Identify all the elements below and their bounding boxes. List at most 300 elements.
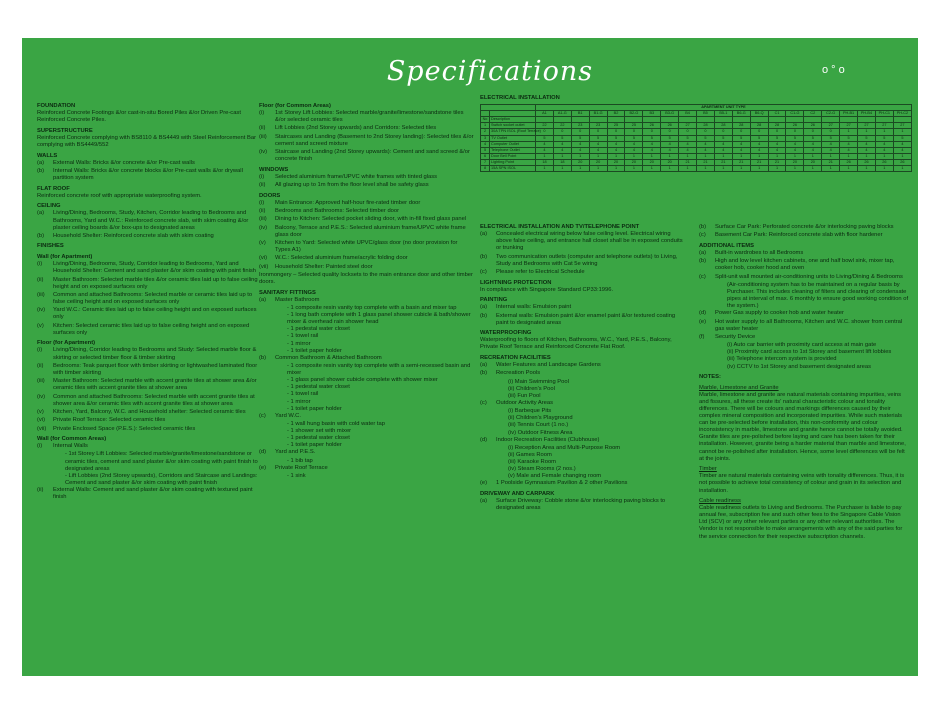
item-text: Please refer to Electrical Schedule [496, 268, 585, 275]
electrical-heading: ELECTRICAL INSTALLATION [480, 95, 560, 101]
spec-item [259, 216, 474, 223]
table-cell: 4 [553, 141, 571, 147]
table-cell: 4 [822, 141, 840, 147]
table-cell: 1 [786, 166, 804, 172]
table-cell: 4 [553, 147, 571, 153]
spec-item [699, 334, 909, 341]
spec-item [699, 258, 909, 272]
table-cell: 5 [553, 135, 571, 141]
item-text: Staircase and Landing (2nd Storey upwards): Cement and sand screed &/or concrete finish [275, 149, 470, 163]
table-header: C1-G [786, 111, 804, 117]
spec-item [37, 233, 259, 240]
spec-item [259, 110, 474, 124]
sub-item: - 1 sink [287, 473, 306, 479]
item-marker: (iii) [37, 291, 45, 298]
table-cell: 4 [750, 141, 768, 147]
item-text: Private Roof Terrace [275, 464, 328, 471]
table-cell: 18 [553, 159, 571, 165]
table-cell: 28 [714, 123, 732, 129]
spec-item [37, 409, 259, 416]
item-marker: (ii) [37, 486, 44, 493]
item-text: Bedrooms and Bathrooms: Selected timber door [275, 208, 400, 215]
spec-item [37, 277, 259, 291]
table-cell: 5 [732, 135, 750, 141]
table-header: B2-G [625, 111, 643, 117]
table-cell: 4 [589, 141, 607, 147]
table-cell: 4 [822, 147, 840, 153]
table-cell: 5 [589, 135, 607, 141]
table-cell: 4 [536, 141, 554, 147]
table-cell: 1 [643, 153, 661, 159]
spec-item [699, 232, 909, 239]
sub-item: (iv) CCTV to 1st Storey and basement designated areas [727, 363, 872, 370]
table-cell: 1 [661, 166, 679, 172]
paragraph: Timber are natural materials containing veins with tonality differences. Thus, it is not possible to achieve total consistency of colour and grain in its selection and installation. [699, 473, 905, 494]
column-1 [37, 103, 259, 502]
table-cell: 1 [571, 153, 589, 159]
spec-item [37, 417, 259, 424]
table-cell: 21 [679, 159, 697, 165]
table-cell: 1 [822, 153, 840, 159]
table-cell: 1 [893, 166, 911, 172]
spec-item [259, 200, 474, 207]
table-cell: 28 [732, 123, 750, 129]
item-marker: (d) [480, 436, 488, 443]
item-text: Internal Walls: Bricks &/or concrete blocks &/or Pre-cast walls &/or drywall partition system [53, 167, 243, 182]
item-text: Water Features and Landscape Gardens [496, 362, 601, 369]
item-text: Yard W.C.: Ceramic tiles laid up to false ceiling height and on exposed surfaces only [53, 307, 257, 321]
spec-item [259, 264, 474, 271]
item-marker: (b) [480, 253, 488, 260]
item-marker: (a) [480, 231, 488, 238]
table-cell: 5 [625, 135, 643, 141]
sub-item: - 1 towel rail [287, 333, 319, 340]
spec-item [37, 426, 259, 433]
item-marker: (i) [37, 261, 43, 268]
table-cell: 4 [643, 147, 661, 153]
item-text: Household Shelter: Painted steel door [275, 263, 373, 270]
sub-item: - 1 long bath complete with 1 glass panel shower cubicle & bath/shower mixer & overhead rain shower head [287, 312, 471, 326]
item-text: Indoor Recreation Facilities (Clubhouse) [496, 436, 600, 443]
table-cell: 1 [607, 166, 625, 172]
section-heading: ELECTRICAL INSTALLATION AND TV/TELEPHONE POINT [480, 224, 640, 230]
sub-item: (iv) Steam Rooms (2 nos.) [508, 466, 576, 473]
sub-item: - 1 glass panel shower cubicle complete with shower mixer [287, 377, 438, 384]
table-cell: 25 [625, 123, 643, 129]
item-text: Kitchen: Selected ceramic tiles laid up to false ceiling height and on exposed surfaces only [53, 322, 250, 336]
spec-item [699, 274, 909, 281]
sub-item: (Air-conditioning system has to be maintained on a regular basis by Purchaser. This includes cleaning of filters and clearing of condensate pipes at interval of max. 6 monthly to ensure good working condition of the system.) [727, 281, 909, 310]
spec-item [37, 347, 259, 361]
item-text: External walls: Emulsion paint &/or enamel paint &/or textured coating paint to designated areas [496, 312, 676, 326]
section-heading: WATERPROOFING [480, 330, 532, 337]
table-cell: 0 [536, 129, 554, 135]
item-marker: (ii) [259, 182, 266, 189]
table-cell: 22 [553, 123, 571, 129]
table-cell: 0 [750, 129, 768, 135]
paragraph: Marble, limestone and granite are natural materials containing impurities, veins and fissures, all these create its' natural characteristic colour and tonality differences. There will be colours and markings differences caused by their complex mineral composition and incorporated impurities. While such materials can be pre-selected before installation, this non-conformity and colour inconsistency in marble, limestone and granite hence cannot be totally avoided. Granite tiles are pre-polished before laying and care has been taken for their installation. However, granite being a harder material than marble and limestone, cannot be re-polished after installation. Hence, some level differences will be felt at the joints. [699, 391, 906, 462]
item-marker: (c) [699, 273, 706, 280]
table-cell: 28 [768, 123, 786, 129]
table-cell: 5 [804, 135, 822, 141]
spec-item [37, 160, 259, 167]
item-marker: (a) [259, 296, 267, 303]
spec-item [480, 269, 688, 276]
table-cell: 1 [536, 166, 554, 172]
table-cell: 4 [571, 147, 589, 153]
sub-item: (v) Male and Female changing room [508, 473, 602, 480]
sub-item: (ii) Games Room [508, 452, 552, 459]
item-marker: (v) [259, 240, 266, 247]
table-cell: 1 [625, 153, 643, 159]
table-cell: 4 [732, 147, 750, 153]
spec-item [37, 487, 259, 501]
table-cell: 0 [589, 129, 607, 135]
item-marker: (d) [259, 449, 267, 456]
table-cell: 26 [840, 159, 858, 165]
item-text: Bedrooms: Teak parquet floor with timber skirting or lightwashed laminated floor with timber skirting [53, 362, 258, 376]
table-cell: 27 [840, 123, 858, 129]
table-cell: 26 [893, 159, 911, 165]
table-cell: 20 [625, 159, 643, 165]
table-cell: 4 [714, 141, 732, 147]
item-marker: (iii) [259, 216, 267, 223]
item-marker: (iv) [259, 149, 268, 156]
sub-item: (iii) Telephone intercom system is provided [727, 356, 837, 363]
column-2 [259, 103, 474, 480]
table-cell: 4 [679, 141, 697, 147]
table-cell: 4 [768, 147, 786, 153]
item-text: Living/Dining, Bedrooms, Study, Kitchen, Corridor leading to Bedrooms and Bathrooms, Yard and W.C.: Reinforced concrete slab, with skim coating &/or plaster ceiling boards &/or box-ups to designated areas [53, 210, 249, 231]
table-cell: 26 [786, 123, 804, 129]
item-marker: (c) [259, 412, 266, 419]
spec-item [259, 413, 474, 420]
item-text: Common Bathroom & Attached Bathroom [275, 354, 382, 361]
item-marker: (i) [259, 173, 265, 180]
table-cell: 1 [858, 166, 876, 172]
spec-item [37, 443, 259, 450]
table-cell: 1 [750, 166, 768, 172]
table-cell: 4 [858, 141, 876, 147]
table-header: PH-B1 [840, 111, 858, 117]
table-cell: 4 [893, 141, 911, 147]
section-heading: FINISHES [37, 243, 64, 250]
item-text: Master Bathroom: Selected marble tiles &/or ceramic tiles laid up to false ceiling height and on exposed surfaces only [53, 276, 258, 290]
section-heading: SUPERSTRUCTURE [37, 127, 93, 134]
table-cell: 0 [661, 129, 679, 135]
table-cell: 5 [768, 135, 786, 141]
table-cell: 21 [750, 159, 768, 165]
item-marker: (i) [259, 110, 265, 117]
table-cell: 1 [840, 129, 858, 135]
sub-item: (ii) Proximity card access to 1st Storey and basement lift lobbies [727, 349, 892, 356]
table-cell: 4 [875, 141, 893, 147]
spec-item [259, 149, 474, 163]
sub-item: (iv) Outdoor Fitness Area [508, 429, 573, 436]
spec-item [37, 307, 259, 321]
item-text: Household Shelter: Reinforced concrete slab with skim coating [53, 232, 214, 239]
item-text: Master Bathroom [275, 296, 320, 303]
item-text: External Walls: Bricks &/or concrete &/or Pre-cast walls [53, 159, 195, 166]
item-marker: (v) [37, 408, 44, 415]
item-text: Living/Dining, Corridor leading to Bedrooms and Study: Selected marble floor & skirting or selected timber floor & timber skirting [53, 347, 257, 361]
item-marker: (vii) [259, 263, 269, 270]
item-marker: (a) [37, 210, 45, 217]
table-cell: 4 [625, 141, 643, 147]
table-cell: 26 [643, 123, 661, 129]
section-heading: WALLS [37, 152, 58, 159]
item-marker: (a) [699, 249, 707, 256]
section-heading: Floor (for Common Areas) [259, 103, 331, 109]
table-cell: 5 [822, 135, 840, 141]
table-cell: 23 [571, 123, 589, 129]
item-marker: (a) [480, 362, 488, 369]
table-cell: Lighting Point [490, 159, 536, 165]
section-heading: RECREATION FACILITIES [480, 355, 551, 362]
section-heading: Wall (for Apartment) [37, 254, 93, 261]
spec-item [480, 437, 688, 444]
paragraph: In compliance with Singapore Standard CP33:1996. [480, 286, 614, 293]
table-cell: 5 [643, 135, 661, 141]
item-text: Hot water supply to all Bathrooms, Kitchen and W.C. shower from central gas water heater [715, 318, 903, 332]
item-marker: (ii) [259, 208, 266, 215]
item-text: Master Bathroom: Selected marble with accent granite tiles at shower area &/or ceramic tiles with accent granite tiles at shower area [53, 378, 257, 392]
table-cell: 5 [714, 135, 732, 141]
spec-item [259, 240, 474, 254]
table-cell: 0 [571, 129, 589, 135]
table-cell: 28 [750, 123, 768, 129]
sub-item: - Lift Lobbies (2nd Storey upwards), Corridors and Staircase and Landings: Cement and sand plaster &/or skim coating with paint finish [65, 472, 258, 486]
paragraph: Ironmongery – Selected quality locksets to the main entrance door and other timber doors. [259, 272, 473, 286]
table-header: PH-C1 [875, 111, 893, 117]
item-text: Outdoor Activity Areas [496, 400, 554, 406]
item-text: Surface Driveway: Cobble stone &/or interlocking paving blocks to designated areas [496, 498, 666, 512]
electrical-table [480, 104, 912, 172]
table-cell: 1 [536, 153, 554, 159]
table-header: C1 [768, 111, 786, 117]
item-marker: (ii) [37, 362, 44, 369]
table-cell: 1 [840, 166, 858, 172]
item-text: Staircases and Landing (Basement to 2nd Storey landing): Selected tiles &/or cement sand screed mixture [275, 133, 474, 147]
table-cell: 1 [804, 153, 822, 159]
table-header: B5 [697, 111, 715, 117]
section-heading: SANITARY FITTINGS [259, 289, 316, 296]
item-text: Common and attached Bathrooms: Selected marble or ceramic tiles laid up to false ceiling height and on exposed surfaces only [53, 291, 253, 305]
item-text: Selected aluminium frame/UPVC white frames with tinted glass [275, 173, 438, 180]
table-cell: 4 [875, 147, 893, 153]
specifications-sheet [22, 38, 918, 676]
item-text: Power Gas supply to cooker hob and water heater [715, 310, 844, 317]
sub-item: - 1 pedestal water closet [287, 384, 350, 391]
note-heading: Cable readiness [699, 498, 741, 505]
item-marker: (b) [259, 354, 267, 361]
table-cell: 1 [714, 166, 732, 172]
table-cell: 4 [607, 141, 625, 147]
table-cell: Telephone Outlet [490, 147, 536, 153]
table-cell: 0 [768, 129, 786, 135]
table-cell: 4 [697, 147, 715, 153]
sub-item: - 1 composite resin vanity top complete with a semi-recessed basin and mixer [287, 363, 471, 377]
item-marker: (v) [37, 322, 44, 329]
table-cell: 4 [786, 141, 804, 147]
sub-item: (ii) Children's Pool [508, 385, 555, 392]
table-cell: 1 [822, 166, 840, 172]
table-cell: 1 [697, 166, 715, 172]
table-header: B1-G [589, 111, 607, 117]
item-marker: (e) [480, 480, 488, 487]
item-marker: (a) [480, 304, 488, 311]
table-cell: 26 [804, 123, 822, 129]
spec-item [37, 378, 259, 392]
table-cell: 21 [822, 159, 840, 165]
sub-item: - 1 wall hung basin with cold water tap [287, 420, 385, 427]
table-cell: 5 [536, 135, 554, 141]
table-cell: 4 [625, 147, 643, 153]
table-cell: 1 [893, 129, 911, 135]
spec-item [480, 362, 688, 369]
table-cell: 0 [607, 129, 625, 135]
sub-item: (i) Auto car barrier with proximity card access at main gate [727, 342, 877, 349]
section-heading: FOUNDATION [37, 103, 76, 109]
table-cell: 8 [481, 166, 490, 172]
table-cell: 0 [679, 129, 697, 135]
table-header: No [481, 117, 490, 123]
table-cell: 20 [804, 159, 822, 165]
spec-item [259, 225, 474, 239]
sub-item: (iii) Fun Pool [508, 392, 541, 399]
table-cell: 1 [732, 153, 750, 159]
table-cell: 4 [589, 147, 607, 153]
table-cell: 1 [481, 123, 490, 129]
spec-item [259, 465, 474, 472]
paragraph: Cable readiness outlets to Living and Bedrooms. The Purchaser is liable to pay annual fee, subscription fee and such other fees to the Singapore Cable Vision Ltd (SCV) or any other relevant parties or any other relevant authorities. The Vendor is not responsible to make arrangements with any of the said parties for the service connection for their respective subscription channels. [699, 505, 903, 540]
table-cell: 1 [768, 153, 786, 159]
table-cell: 0 [804, 129, 822, 135]
sub-item: (iii) Tennis Court (1 no.) [508, 422, 569, 429]
item-marker: (ii) [259, 125, 266, 132]
item-marker: (vi) [37, 417, 46, 424]
table-header: B5-1 [714, 111, 732, 117]
table-cell: 1 [768, 166, 786, 172]
item-marker: (b) [699, 224, 707, 230]
table-row [481, 166, 912, 172]
table-cell: 22 [536, 123, 554, 129]
section-heading: NOTES: [699, 374, 721, 381]
table-cell: 30A TPN ISOL (Roof Terrace) [491, 129, 541, 134]
section-heading: Floor (for Apartment) [37, 340, 96, 347]
table-cell: 20 [661, 159, 679, 165]
item-text: Kitchen to Yard: Selected white UPVC/glass door (no door provision for Types A1) [275, 240, 458, 254]
item-text: External Walls: Cement and sand plaster &/or skim coating with textured paint finish [53, 486, 253, 501]
table-cell: 0 [553, 129, 571, 135]
spec-item [37, 363, 259, 377]
item-text: Built-in wardrobes to all Bedrooms [715, 249, 804, 256]
item-marker: (iv) [37, 393, 46, 400]
item-text: Kitchen, Yard, Balcony, W.C. and Household shelter: Selected ceramic tiles [53, 408, 246, 415]
item-text: Living/Dining, Bedrooms, Study, Corridor leading to Bedrooms, Yard and Household Shelter: Cement and sand plaster &/or skim coating with paint finish [53, 261, 256, 275]
paragraph: Waterproofing to floors of Kitchen, Bathrooms, W.C., Yard, P.E.S., Balcony, Private Roof Terrace and Reinforced Concrete Flat Roof. [480, 337, 672, 351]
section-heading: ADDITIONAL ITEMS [699, 242, 754, 249]
spec-item [259, 208, 474, 215]
table-header: B2 [607, 111, 625, 117]
section-heading: CEILING [37, 203, 61, 210]
table-cell: 1 [732, 166, 750, 172]
sub-item: - 1st Storey Lift Lobbies: Selected marble/granite/limestone/sandstone or ceramic tiles, cement and sand plaster &/or skim coating with paint finish to designated areas [65, 451, 258, 472]
table-cell: 4 [661, 147, 679, 153]
section-heading: FLAT ROOF [37, 185, 70, 192]
spec-item [37, 394, 259, 408]
table-cell: 4 [804, 141, 822, 147]
section-heading: WINDOWS [259, 166, 289, 173]
spec-item [37, 168, 259, 182]
table-cell: 1 [553, 166, 571, 172]
table-cell: 27 [679, 123, 697, 129]
table-cell: 1 [893, 153, 911, 159]
note-heading: Timber [699, 466, 717, 473]
table-cell: 4 [858, 147, 876, 153]
table-cell: 1 [661, 153, 679, 159]
table-cell: 5 [875, 135, 893, 141]
table-cell: 4 [481, 141, 490, 147]
table-cell: 5 [697, 135, 715, 141]
table-header: A1-G [553, 111, 571, 117]
table-cell: 4 [750, 147, 768, 153]
table-cell: 0 [786, 129, 804, 135]
item-marker: (e) [699, 318, 707, 325]
table-cell: 5 [786, 135, 804, 141]
item-text: Private Enclosed Space (P.E.S.): Selected ceramic tiles [53, 425, 196, 432]
table-cell: 6 [481, 153, 490, 159]
item-text: All glazing up to 1m from the floor level shall be safety glass [275, 182, 429, 189]
sub-item: - 1 mirror [287, 340, 311, 347]
item-marker: (iv) [259, 224, 268, 231]
table-cell: 18 [536, 159, 554, 165]
table-cell: 1 [625, 166, 643, 172]
sub-item: - 1 shower set with mixer [287, 428, 352, 435]
table-cell: 1 [697, 153, 715, 159]
table-cell: 26 [875, 159, 893, 165]
sub-item: - 1 bib tap [287, 457, 313, 464]
table-cell: 4 [804, 147, 822, 153]
table-header: A1 [536, 111, 554, 117]
table-cell: 0 [822, 129, 840, 135]
table-cell: 28 [697, 123, 715, 129]
item-text: Security Device [715, 333, 756, 340]
spec-item [699, 319, 909, 333]
sub-item: - 1 pedestal water closet [287, 435, 350, 442]
item-marker: (b) [37, 167, 45, 174]
sub-item: - 1 towel rail [287, 391, 319, 398]
paragraph: Reinforced Concrete Footings &/or cast-in-situ Bored Piles &/or Driven Pre-cast Reinforced Concrete Piles. [37, 110, 241, 124]
table-cell: 4 [840, 147, 858, 153]
section-heading: Wall (for Common Areas) [37, 436, 107, 443]
table-cell: 1 [840, 153, 858, 159]
table-cell: 0 [732, 129, 750, 135]
item-marker: (ii) [37, 276, 44, 283]
section-heading: DRIVEWAY AND CARPARK [480, 491, 555, 497]
item-text: Common and attached Bathrooms: Selected marble with accent granite tiles at shower area &/or ceramic tiles with accent granite tiles at shower area [53, 393, 255, 407]
table-cell: 20 [571, 159, 589, 165]
sub-item: (i) Main Swimming Pool [508, 378, 569, 385]
item-marker: (e) [259, 464, 267, 471]
item-text: Yard and P.E.S. [275, 449, 316, 456]
table-cell: 21 [714, 159, 732, 165]
item-marker: (f) [699, 333, 705, 340]
sub-item: (i) Barbeque Pits [508, 408, 552, 415]
note-heading: Marble, Limestone and Granite [699, 384, 779, 391]
table-cell: 21 [768, 159, 786, 165]
item-text: High and low level kitchen cabinets, one and half bowl sink, mixer tap, cooker hob, cooker hood and oven [715, 258, 895, 272]
